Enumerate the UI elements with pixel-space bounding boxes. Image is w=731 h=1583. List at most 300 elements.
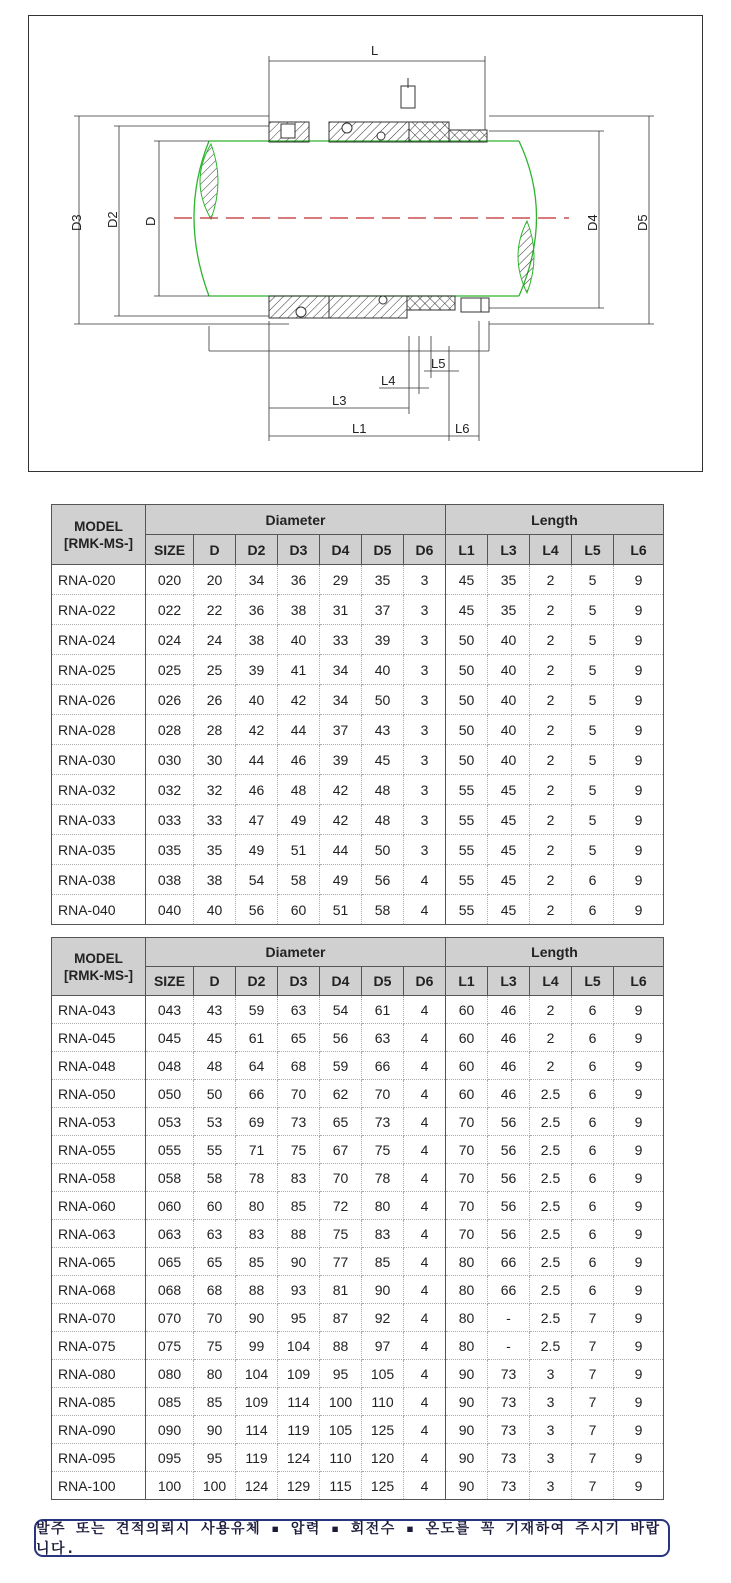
table-cell: 2 — [530, 865, 572, 895]
table-cell: 26 — [194, 685, 236, 715]
table-cell: 90 — [446, 1388, 488, 1416]
table-cell: 6 — [572, 1192, 614, 1220]
table-cell: 46 — [488, 1024, 530, 1052]
table-cell: 49 — [320, 865, 362, 895]
table-cell: 40 — [488, 715, 530, 745]
table-cell: 51 — [278, 835, 320, 865]
table-cell: 2 — [530, 805, 572, 835]
table-cell: 2 — [530, 835, 572, 865]
seal-drawing — [28, 15, 703, 472]
col-l6: L6 — [614, 535, 664, 565]
seal-bottom — [269, 296, 489, 318]
table-cell: 9 — [614, 595, 664, 625]
table-row — [52, 595, 664, 625]
table-cell: 020 — [146, 565, 194, 595]
table-cell: 51 — [320, 895, 362, 925]
table-cell: 100 — [146, 1472, 194, 1500]
model-cell: RNA-040 — [52, 895, 146, 925]
table-cell: 3 — [404, 835, 446, 865]
table-cell: 68 — [194, 1276, 236, 1304]
table-cell: 5 — [572, 655, 614, 685]
table-row — [52, 1388, 664, 1416]
table-cell: 35 — [488, 595, 530, 625]
table-cell: 58 — [194, 1164, 236, 1192]
table-cell: 050 — [146, 1080, 194, 1108]
table-cell: 54 — [236, 865, 278, 895]
col-l3: L3 — [488, 967, 530, 996]
table-cell: - — [488, 1332, 530, 1360]
table-cell: 9 — [614, 775, 664, 805]
table-cell: 5 — [572, 595, 614, 625]
table-cell: 70 — [446, 1136, 488, 1164]
table-cell: 4 — [404, 996, 446, 1024]
table-cell: 70 — [446, 1192, 488, 1220]
table-cell: 81 — [320, 1276, 362, 1304]
col-d5: D5 — [362, 535, 404, 565]
table-cell: 66 — [488, 1248, 530, 1276]
table-cell: 67 — [320, 1136, 362, 1164]
model-cell: RNA-030 — [52, 745, 146, 775]
table-cell: 124 — [278, 1444, 320, 1472]
table-cell: 44 — [320, 835, 362, 865]
table-cell: 42 — [278, 685, 320, 715]
table-cell: 56 — [488, 1164, 530, 1192]
table-cell: 4 — [404, 895, 446, 925]
table-cell: 71 — [236, 1136, 278, 1164]
table-cell: 80 — [236, 1192, 278, 1220]
model-cell: RNA-070 — [52, 1304, 146, 1332]
table-cell: 9 — [614, 835, 664, 865]
label-L4: L4 — [381, 373, 396, 388]
table-cell: 2 — [530, 565, 572, 595]
length-header: Length — [446, 938, 664, 967]
table-cell: 7 — [572, 1304, 614, 1332]
table-cell: 053 — [146, 1108, 194, 1136]
table-cell: 47 — [236, 805, 278, 835]
table-cell: 9 — [614, 1052, 664, 1080]
table-cell: 63 — [362, 1024, 404, 1052]
table-cell: 55 — [446, 835, 488, 865]
table-cell: 50 — [446, 745, 488, 775]
model-cell: RNA-100 — [52, 1472, 146, 1500]
table-cell: 45 — [488, 865, 530, 895]
table-cell: 80 — [446, 1304, 488, 1332]
table-cell: 2 — [530, 895, 572, 925]
col-d6: D6 — [404, 967, 446, 996]
label-D2: D2 — [105, 211, 120, 228]
table-cell: 42 — [320, 805, 362, 835]
table-cell: 5 — [572, 805, 614, 835]
table-cell: 39 — [320, 745, 362, 775]
table-cell: 9 — [614, 1192, 664, 1220]
table-row — [52, 1444, 664, 1472]
table-cell: 50 — [362, 835, 404, 865]
table-cell: 9 — [614, 865, 664, 895]
table-cell: 9 — [614, 655, 664, 685]
table-cell: 90 — [278, 1248, 320, 1276]
table-cell: 090 — [146, 1416, 194, 1444]
table-cell: 2.5 — [530, 1136, 572, 1164]
table-cell: 4 — [404, 1164, 446, 1192]
table-cell: 5 — [572, 775, 614, 805]
model-cell: RNA-032 — [52, 775, 146, 805]
table-cell: 95 — [278, 1304, 320, 1332]
table-cell: 45 — [488, 895, 530, 925]
col-d3: D3 — [278, 967, 320, 996]
table-cell: 9 — [614, 1248, 664, 1276]
table-cell: 58 — [278, 865, 320, 895]
table-cell: 110 — [362, 1388, 404, 1416]
table-cell: 40 — [488, 745, 530, 775]
table-cell: 068 — [146, 1276, 194, 1304]
table-cell: 61 — [362, 996, 404, 1024]
table-cell: 85 — [236, 1248, 278, 1276]
table-cell: 75 — [362, 1136, 404, 1164]
model-cell: RNA-033 — [52, 805, 146, 835]
table-cell: 9 — [614, 1332, 664, 1360]
table-cell: 110 — [320, 1444, 362, 1472]
table-cell: 9 — [614, 1388, 664, 1416]
table-row — [52, 685, 664, 715]
table-cell: 93 — [278, 1276, 320, 1304]
table-cell: 9 — [614, 1444, 664, 1472]
table-cell: 64 — [236, 1052, 278, 1080]
table-row — [52, 895, 664, 925]
table-cell: 4 — [404, 1332, 446, 1360]
table-cell: 29 — [320, 565, 362, 595]
table-cell: 129 — [278, 1472, 320, 1500]
col-size: SIZE — [146, 535, 194, 565]
table-cell: 9 — [614, 1080, 664, 1108]
table-cell: 045 — [146, 1024, 194, 1052]
table-cell: 46 — [278, 745, 320, 775]
model-cell: RNA-063 — [52, 1220, 146, 1248]
table-cell: 2.5 — [530, 1220, 572, 1248]
table-cell: 4 — [404, 865, 446, 895]
table-cell: 6 — [572, 996, 614, 1024]
table-row — [52, 1080, 664, 1108]
table-cell: 100 — [320, 1388, 362, 1416]
table-cell: 3 — [530, 1472, 572, 1500]
table-cell: 4 — [404, 1360, 446, 1388]
model-cell: RNA-048 — [52, 1052, 146, 1080]
table-cell: 88 — [278, 1220, 320, 1248]
table-cell: 70 — [320, 1164, 362, 1192]
table-cell: 119 — [278, 1416, 320, 1444]
table-cell: 72 — [320, 1192, 362, 1220]
spec-table-1 — [51, 504, 664, 925]
table-cell: 2.5 — [530, 1080, 572, 1108]
table-cell: 70 — [446, 1220, 488, 1248]
table-row — [52, 565, 664, 595]
model-cell: RNA-055 — [52, 1136, 146, 1164]
table-cell: 37 — [362, 595, 404, 625]
table-cell: 56 — [362, 865, 404, 895]
col-l4: L4 — [530, 535, 572, 565]
table-cell: 73 — [488, 1472, 530, 1500]
table-cell: 61 — [236, 1024, 278, 1052]
table-cell: 65 — [278, 1024, 320, 1052]
table-cell: 9 — [614, 1108, 664, 1136]
table-row — [52, 775, 664, 805]
table-cell: 065 — [146, 1248, 194, 1276]
table-cell: 070 — [146, 1304, 194, 1332]
table-cell: 37 — [320, 715, 362, 745]
table-cell: 035 — [146, 835, 194, 865]
model-header: MODEL [RMK-MS-] — [52, 505, 146, 565]
table-cell: 39 — [236, 655, 278, 685]
table-cell: 3 — [404, 685, 446, 715]
table-cell: 59 — [236, 996, 278, 1024]
table-cell: 40 — [236, 685, 278, 715]
table-cell: 31 — [320, 595, 362, 625]
table-cell: 9 — [614, 1304, 664, 1332]
table-cell: 80 — [446, 1332, 488, 1360]
table-cell: 5 — [572, 625, 614, 655]
table-cell: 63 — [278, 996, 320, 1024]
table-cell: 6 — [572, 1136, 614, 1164]
table-cell: 3 — [404, 655, 446, 685]
table-cell: 2 — [530, 625, 572, 655]
table-cell: 70 — [446, 1108, 488, 1136]
diameter-header: Diameter — [146, 505, 446, 535]
table-cell: 4 — [404, 1276, 446, 1304]
table-cell: 026 — [146, 685, 194, 715]
col-size: SIZE — [146, 967, 194, 996]
col-l4: L4 — [530, 967, 572, 996]
model-cell: RNA-026 — [52, 685, 146, 715]
table-cell: 85 — [278, 1192, 320, 1220]
table-cell: 030 — [146, 745, 194, 775]
col-d2: D2 — [236, 535, 278, 565]
table-cell: 36 — [278, 565, 320, 595]
table-cell: 6 — [572, 1080, 614, 1108]
table-cell: 3 — [404, 715, 446, 745]
table-cell: 73 — [362, 1108, 404, 1136]
table-cell: 65 — [194, 1248, 236, 1276]
table-cell: 5 — [572, 745, 614, 775]
dimension-lines — [74, 56, 654, 441]
table-cell: 46 — [488, 996, 530, 1024]
table-cell: 90 — [446, 1444, 488, 1472]
table-cell: - — [488, 1304, 530, 1332]
table-cell: 5 — [572, 835, 614, 865]
table-row — [52, 805, 664, 835]
table-cell: 085 — [146, 1388, 194, 1416]
col-d6: D6 — [404, 535, 446, 565]
table-cell: 3 — [530, 1444, 572, 1472]
table-cell: 60 — [278, 895, 320, 925]
table-cell: 060 — [146, 1192, 194, 1220]
table-cell: 48 — [362, 805, 404, 835]
model-cell: RNA-068 — [52, 1276, 146, 1304]
table-row — [52, 1472, 664, 1500]
table-cell: 063 — [146, 1220, 194, 1248]
table-cell: 5 — [572, 715, 614, 745]
table-cell: 075 — [146, 1332, 194, 1360]
table-cell: 66 — [362, 1052, 404, 1080]
table-cell: 60 — [194, 1192, 236, 1220]
label-D: D — [143, 216, 158, 226]
table-cell: 055 — [146, 1136, 194, 1164]
table-cell: 99 — [236, 1332, 278, 1360]
dimension-labels — [69, 43, 650, 436]
table-cell: 7 — [572, 1388, 614, 1416]
table-cell: 40 — [194, 895, 236, 925]
table-cell: 90 — [446, 1360, 488, 1388]
table-cell: 60 — [446, 1080, 488, 1108]
table-cell: 49 — [236, 835, 278, 865]
spec-table-1-body — [52, 565, 664, 925]
table-cell: 60 — [446, 1024, 488, 1052]
table-cell: 58 — [362, 895, 404, 925]
table-cell: 105 — [320, 1416, 362, 1444]
table-cell: 65 — [320, 1108, 362, 1136]
table-cell: 9 — [614, 1360, 664, 1388]
table-cell: 9 — [614, 1416, 664, 1444]
table-cell: 2 — [530, 715, 572, 745]
table-cell: 50 — [446, 715, 488, 745]
table-cell: 2 — [530, 685, 572, 715]
table-cell: 75 — [278, 1136, 320, 1164]
table-cell: 77 — [320, 1248, 362, 1276]
table-cell: 35 — [488, 565, 530, 595]
model-cell: RNA-038 — [52, 865, 146, 895]
table-cell: 56 — [488, 1192, 530, 1220]
table-cell: 54 — [320, 996, 362, 1024]
table-cell: 80 — [194, 1360, 236, 1388]
table-cell: 90 — [194, 1416, 236, 1444]
table-cell: 9 — [614, 1024, 664, 1052]
table-cell: 70 — [278, 1080, 320, 1108]
table-cell: 9 — [614, 1276, 664, 1304]
table-cell: 6 — [572, 1248, 614, 1276]
table-cell: 83 — [362, 1220, 404, 1248]
table-cell: 73 — [488, 1360, 530, 1388]
table-cell: 38 — [278, 595, 320, 625]
table-row — [52, 745, 664, 775]
table-cell: 7 — [572, 1360, 614, 1388]
table-cell: 87 — [320, 1304, 362, 1332]
table-cell: 109 — [236, 1388, 278, 1416]
spec-table-2 — [51, 937, 664, 1500]
model-cell: RNA-035 — [52, 835, 146, 865]
table-cell: 69 — [236, 1108, 278, 1136]
model-header: MODEL [RMK-MS-] — [52, 938, 146, 996]
table-cell: 2.5 — [530, 1192, 572, 1220]
table-cell: 60 — [446, 1052, 488, 1080]
table-cell: 5 — [572, 565, 614, 595]
table-cell: 50 — [446, 685, 488, 715]
model-cell: RNA-028 — [52, 715, 146, 745]
table-cell: 6 — [572, 1164, 614, 1192]
table-cell: 80 — [362, 1192, 404, 1220]
model-cell: RNA-080 — [52, 1360, 146, 1388]
table-row — [52, 1276, 664, 1304]
col-l1: L1 — [446, 967, 488, 996]
table-cell: 4 — [404, 1192, 446, 1220]
table-cell: 36 — [236, 595, 278, 625]
table-cell: 120 — [362, 1444, 404, 1472]
table-row — [52, 1052, 664, 1080]
table-cell: 028 — [146, 715, 194, 745]
table-cell: 7 — [572, 1416, 614, 1444]
table-cell: 105 — [362, 1360, 404, 1388]
table-row — [52, 1332, 664, 1360]
table-cell: 033 — [146, 805, 194, 835]
model-cell: RNA-075 — [52, 1332, 146, 1360]
table-cell: 2 — [530, 595, 572, 625]
table-cell: 55 — [446, 775, 488, 805]
col-d3: D3 — [278, 535, 320, 565]
table-cell: 73 — [488, 1388, 530, 1416]
table-cell: 4 — [404, 1472, 446, 1500]
table-cell: 73 — [488, 1444, 530, 1472]
table-row — [52, 655, 664, 685]
table-cell: 025 — [146, 655, 194, 685]
table-cell: 104 — [236, 1360, 278, 1388]
table-cell: 73 — [278, 1108, 320, 1136]
table-cell: 9 — [614, 715, 664, 745]
table-cell: 2.5 — [530, 1108, 572, 1136]
table-cell: 080 — [146, 1360, 194, 1388]
table-cell: 44 — [236, 745, 278, 775]
table-cell: 2 — [530, 745, 572, 775]
table-cell: 4 — [404, 1248, 446, 1276]
table-cell: 45 — [362, 745, 404, 775]
table-cell: 88 — [320, 1332, 362, 1360]
col-d4: D4 — [320, 967, 362, 996]
table-cell: 70 — [362, 1080, 404, 1108]
table-cell: 2 — [530, 996, 572, 1024]
table-cell: 56 — [488, 1136, 530, 1164]
table-cell: 34 — [320, 655, 362, 685]
table-cell: 42 — [236, 715, 278, 745]
table-cell: 4 — [404, 1444, 446, 1472]
table-cell: 46 — [488, 1080, 530, 1108]
table-cell: 50 — [446, 625, 488, 655]
table-cell: 7 — [572, 1444, 614, 1472]
diameter-header: Diameter — [146, 938, 446, 967]
table-cell: 66 — [236, 1080, 278, 1108]
table-row — [52, 625, 664, 655]
table-cell: 032 — [146, 775, 194, 805]
table-cell: 85 — [194, 1388, 236, 1416]
table-cell: 25 — [194, 655, 236, 685]
table-cell: 62 — [320, 1080, 362, 1108]
table-cell: 038 — [146, 865, 194, 895]
table-cell: 45 — [488, 805, 530, 835]
table-cell: 6 — [572, 895, 614, 925]
table-cell: 9 — [614, 565, 664, 595]
table-cell: 4 — [404, 1136, 446, 1164]
table-cell: 104 — [278, 1332, 320, 1360]
label-D5: D5 — [635, 214, 650, 231]
label-D3: D3 — [69, 214, 84, 231]
table-row — [52, 1192, 664, 1220]
table-cell: 4 — [404, 1052, 446, 1080]
table-cell: 63 — [194, 1220, 236, 1248]
table-cell: 56 — [320, 1024, 362, 1052]
table-cell: 78 — [362, 1164, 404, 1192]
table-cell: 70 — [194, 1304, 236, 1332]
model-cell: RNA-043 — [52, 996, 146, 1024]
table-cell: 92 — [362, 1304, 404, 1332]
model-cell: RNA-024 — [52, 625, 146, 655]
table-cell: 50 — [194, 1080, 236, 1108]
model-cell: RNA-022 — [52, 595, 146, 625]
table-cell: 50 — [362, 685, 404, 715]
